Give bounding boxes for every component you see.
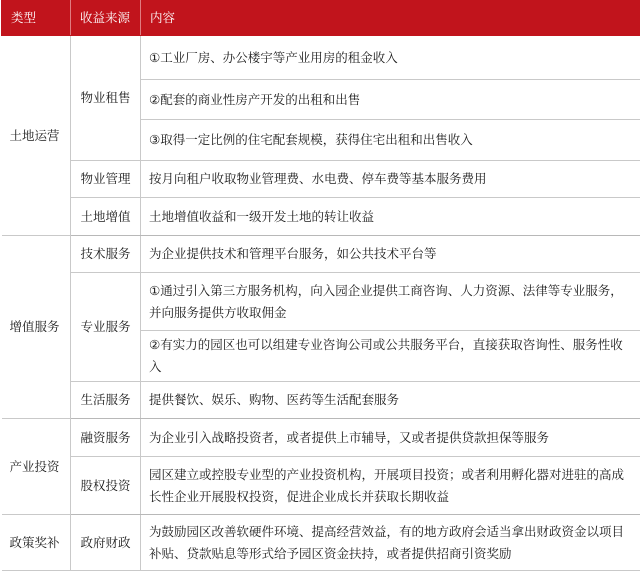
header-source: 收益来源	[71, 1, 141, 36]
content-cell: 土地增值收益和一级开发土地的转让收益	[141, 198, 640, 236]
content-cell: 园区建立或控股专业型的产业投资机构，开展项目投资；或者利用孵化器对进驻的高成长性企业开展股权投资，促进企业成长并获取长期收益	[141, 457, 640, 515]
content-cell: ①通过引入第三方服务机构，向入园企业提供工商咨询、人力资源、法律等专业服务，并向服务提供方收取佣金	[141, 273, 640, 331]
content-cell: ③取得一定比例的住宅配套规模，获得住宅出租和出售收入	[141, 120, 640, 161]
content-cell: 提供餐饮、娱乐、购物、医药等生活配套服务	[141, 382, 640, 419]
table-row	[2, 457, 640, 515]
source-cell: 物业管理	[71, 161, 141, 198]
revenue-table	[1, 0, 640, 571]
content-cell: 为企业引入战略投资者，或者提供上市辅导，又或者提供贷款担保等服务	[141, 419, 640, 457]
header-content: 内容	[141, 1, 640, 36]
table-body	[2, 36, 640, 571]
table-row	[2, 515, 640, 571]
content-cell: 为企业提供技术和管理平台服务，如公共技术平台等	[141, 236, 640, 273]
source-cell: 技术服务	[71, 236, 141, 273]
content-cell: 按月向租户收取物业管理费、水电费、停车费等基本服务费用	[141, 161, 640, 198]
type-cell: 政策奖补	[2, 515, 71, 571]
source-cell: 股权投资	[71, 457, 141, 515]
table-row	[2, 382, 640, 419]
content-cell: ①工业厂房、办公楼宇等产业用房的租金收入	[141, 36, 640, 80]
source-cell: 专业服务	[71, 273, 141, 382]
table-row	[2, 161, 640, 198]
header-row	[2, 1, 640, 36]
source-cell: 生活服务	[71, 382, 141, 419]
content-cell: ②有实力的园区也可以组建专业咨询公司或公共服务平台，直接获取咨询性、服务性收入	[141, 331, 640, 382]
type-cell: 土地运营	[2, 36, 71, 236]
table-row	[2, 36, 640, 80]
header-type: 类型	[2, 1, 71, 36]
source-cell: 物业租售	[71, 36, 141, 161]
source-cell: 土地增值	[71, 198, 141, 236]
table-row	[2, 198, 640, 236]
source-cell: 政府财政	[71, 515, 141, 571]
source-cell: 融资服务	[71, 419, 141, 457]
table-row	[2, 273, 640, 331]
type-cell: 产业投资	[2, 419, 71, 515]
content-cell: 为鼓励园区改善软硬件环境、提高经营效益，有的地方政府会适当拿出财政资金以项目补贴、贷款贴息等形式给予园区资金扶持，或者提供招商引资奖励	[141, 515, 640, 571]
table-row	[2, 236, 640, 273]
content-cell: ②配套的商业性房产开发的出租和出售	[141, 80, 640, 120]
table-row	[2, 419, 640, 457]
type-cell: 增值服务	[2, 236, 71, 419]
